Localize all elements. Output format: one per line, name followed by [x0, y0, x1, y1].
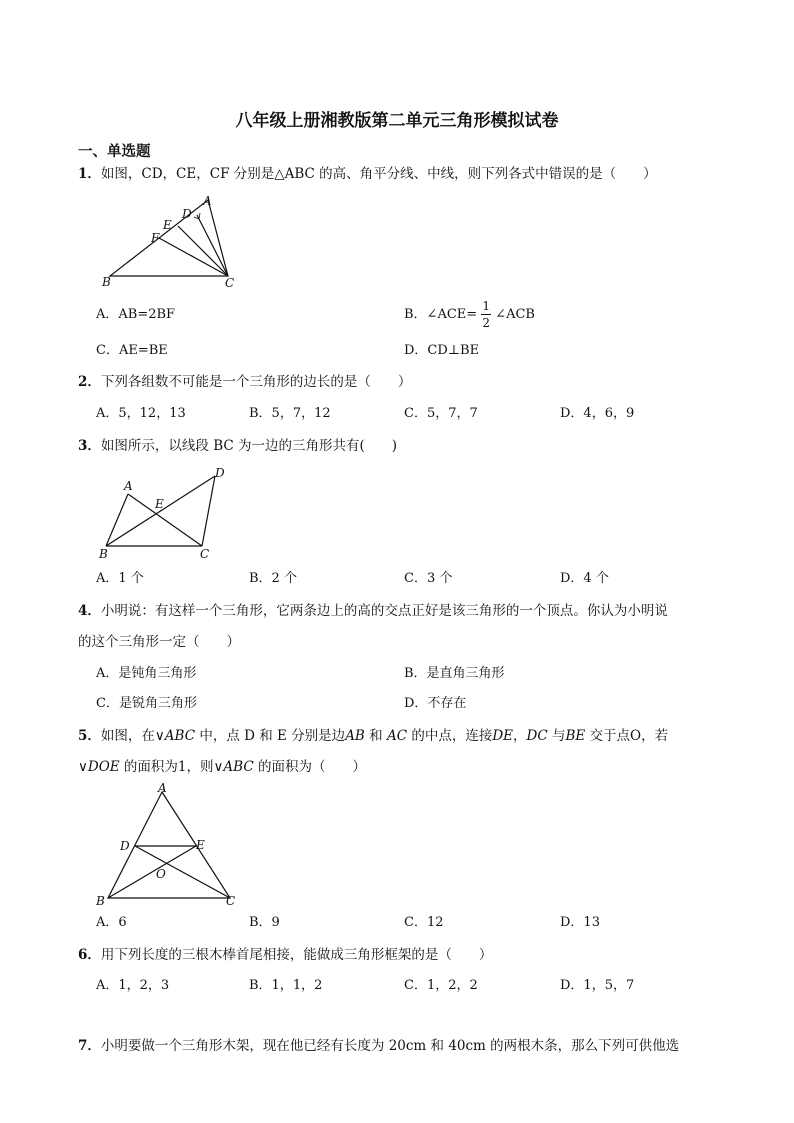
- label-b: B: [96, 894, 105, 908]
- fraction-one-half: $\frac{1}{2}$: [482, 299, 490, 330]
- option-c[interactable]: C．5，7，7: [404, 406, 478, 421]
- option-b[interactable]: B．5，7，12: [249, 406, 331, 421]
- option-c[interactable]: C．1，2，2: [404, 978, 478, 993]
- figure-q1-triangle: [96, 192, 246, 292]
- option-c[interactable]: C．12: [404, 915, 444, 930]
- label-a: A: [203, 194, 212, 208]
- question-5-continued: ∨DOE 的面积为1，则∨ABC 的面积为（ ）: [78, 759, 366, 775]
- label-d: D: [182, 207, 192, 221]
- label-e: E: [155, 497, 164, 511]
- question-2: 2．下列各组数不可能是一个三角形的边长的是（ ）: [78, 374, 412, 390]
- option-d[interactable]: D．CD⊥BE: [404, 343, 480, 358]
- option-d[interactable]: D．4，6，9: [560, 406, 635, 421]
- question-7: 7．小明要做一个三角形木架，现在他已经有长度为 20cm 和 40cm 的两根木条，那么下列可供他选: [78, 1038, 680, 1054]
- label-e: E: [196, 838, 205, 852]
- figure-q5-triangle: [90, 782, 240, 910]
- option-d[interactable]: D．4 个: [560, 571, 609, 586]
- section-heading: 一、单选题: [78, 144, 151, 160]
- label-b: B: [99, 547, 108, 561]
- option-d[interactable]: D．1，5，7: [560, 978, 635, 993]
- question-4-continued: 的这个三角形一定（ ）: [78, 634, 240, 650]
- question-5: 5．如图，在∨ABC 中，点 D 和 E 分别是边AB 和 AC 的中点，连接DE，DC 与BE 交于点O，若: [78, 728, 669, 744]
- label-a: A: [124, 479, 133, 493]
- option-a[interactable]: A．1 个: [96, 571, 144, 586]
- page-title: 八年级上册湘教版第二单元三角形模拟试卷: [235, 111, 559, 131]
- label-d: D: [120, 839, 130, 853]
- label-f: F: [151, 231, 160, 245]
- question-3: 3．如图所示，以线段 BC 为一边的三角形共有( ): [78, 438, 398, 454]
- line-cf: [159, 238, 228, 276]
- option-b[interactable]: B．∠ACE= $\frac{1}{2}$ ∠ACB: [404, 299, 535, 330]
- option-c[interactable]: C．是锐角三角形: [96, 696, 197, 711]
- question-1: [78, 164, 657, 184]
- label-o: O: [156, 867, 166, 881]
- option-b[interactable]: B．1，1，2: [249, 978, 323, 993]
- label-c: C: [225, 276, 235, 290]
- option-d[interactable]: D．13: [560, 915, 600, 930]
- option-a[interactable]: A．AB=2BF: [96, 307, 176, 322]
- question-number: 1．: [78, 166, 101, 182]
- option-a[interactable]: A．1，2，3: [96, 978, 170, 993]
- label-a: A: [158, 782, 167, 795]
- option-b[interactable]: B．是直角三角形: [404, 666, 505, 681]
- option-a[interactable]: A．5，12，13: [96, 406, 186, 421]
- question-4: 4．小明说：有这样一个三角形，它两条边上的高的交点正好是该三角形的一个顶点。你认为小明说: [78, 603, 668, 619]
- figure-q3-quadrilateral: [96, 464, 236, 564]
- label-c: C: [226, 894, 236, 908]
- option-a[interactable]: A．是钝角三角形: [96, 666, 197, 681]
- option-d[interactable]: D．不存在: [404, 696, 467, 711]
- line-ce: [178, 226, 228, 276]
- label-c: C: [200, 547, 210, 561]
- option-a[interactable]: A．6: [96, 915, 127, 930]
- option-c[interactable]: C．3 个: [404, 571, 453, 586]
- label-d: D: [215, 466, 225, 480]
- triangle-abc: [110, 200, 228, 276]
- label-e: E: [163, 218, 172, 232]
- option-c[interactable]: C．AE=BE: [96, 343, 168, 358]
- option-b[interactable]: B．9: [249, 915, 280, 930]
- question-text: 如图，CD，CE，CF 分别是△ABC 的高、角平分线、中线，则下列各式中错误的是（ ）: [100, 166, 657, 182]
- label-b: B: [102, 275, 111, 289]
- option-b[interactable]: B．2 个: [249, 571, 297, 586]
- question-6: 6．用下列长度的三根木棒首尾相接，能做成三角形框架的是（ ）: [78, 947, 493, 963]
